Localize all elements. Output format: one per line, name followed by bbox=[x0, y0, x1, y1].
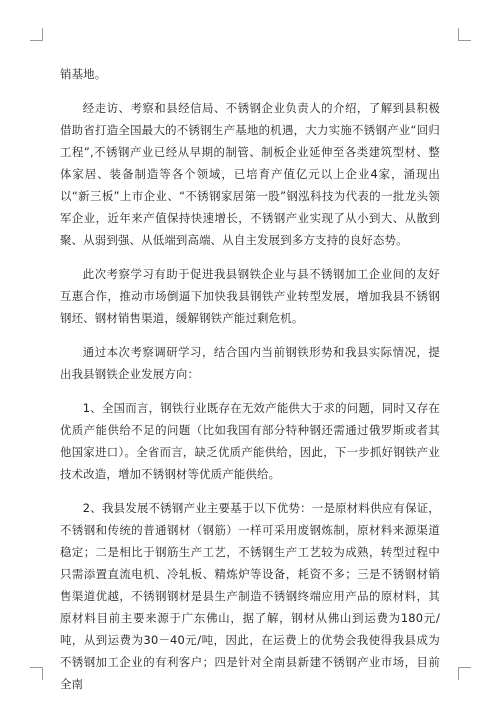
crop-mark-bottom-left bbox=[30, 667, 43, 680]
crop-mark-top-left bbox=[30, 28, 43, 41]
document-body bbox=[60, 63, 440, 707]
paragraph-point-2: 2、我县发展不锈钢产业主要基于以下优势：一是原材料供应有保证，不锈钢和传统的普通钢材（钢筋）一样可采用废钢炼制，原材料来源渠道稳定；二是相比于钢筋生产工艺，不锈钢生产工艺较为成熟，转型过程中只需添置直流电机、冷轧板、精炼炉等设备，耗资不多；三是不锈钢材销售渠道优越，不锈钢钢材是县生产制造不锈钢终端应用产品的原材料，其原材料目前主要来源于广东佛山，据了解，钢材从佛山到运费为180元/吨，从到运费为30－40元/吨，因此，在运费上的优势会我使得我县成为不锈钢加工企业的有利客户；四是针对全南县新建不锈钢产业市场，目前全南 bbox=[60, 501, 440, 691]
paragraph-point-1: 1、全国而言，钢铁行业既存在无效产能供大于求的问题，同时又存在优质产能供给不足的问题（比如我国有部分特种钢还需通过俄罗斯或者其他国家进口）。全省而言，缺乏优质产能供给，因此，下一步抓好钢铁产业技术改造，增加不锈钢材等优质产能供给。 bbox=[60, 401, 440, 481]
crop-mark-bottom-right bbox=[458, 667, 471, 680]
paragraph-continuation: 销基地。 bbox=[60, 67, 107, 81]
paragraph-visit-findings: 经走访、考察和县经信局、不锈钢企业负责人的介绍，了解到县积极借助省打造全国最大的不锈钢生产基地的机遇，大力实施不锈钢产业“回归工程”,不锈钢产业已经从早期的制管、制板企业延伸至各类建筑型材、整体家居、装备制造等各个领域，已培育产值亿元以上企业4家，涌现出以“新三板”上市企业、“不锈钢家居第一股”钢泓科技为代表的一批龙头领军企业，近年来产值保持快速增长，不锈钢产业实现了从小到大、从散到聚、从弱到强、从低端到高端、从自主发展到多方支持的良好态势。 bbox=[60, 101, 440, 247]
paragraph-development-direction-intro: 通过本次考察调研学习，结合国内当前钢铁形势和我县实际情况，提出我县钢铁企业发展方向： bbox=[60, 345, 440, 381]
paragraph-study-significance: 此次考察学习有助于促进我县钢铁企业与县不锈钢加工企业间的友好互惠合作，推动市场倒逼下加快我县钢铁产业转型发展，增加我县不锈钢钢坯、钢材销售渠道，缓解钢铁产能过剩危机。 bbox=[60, 267, 440, 325]
crop-mark-top-right bbox=[458, 28, 471, 41]
